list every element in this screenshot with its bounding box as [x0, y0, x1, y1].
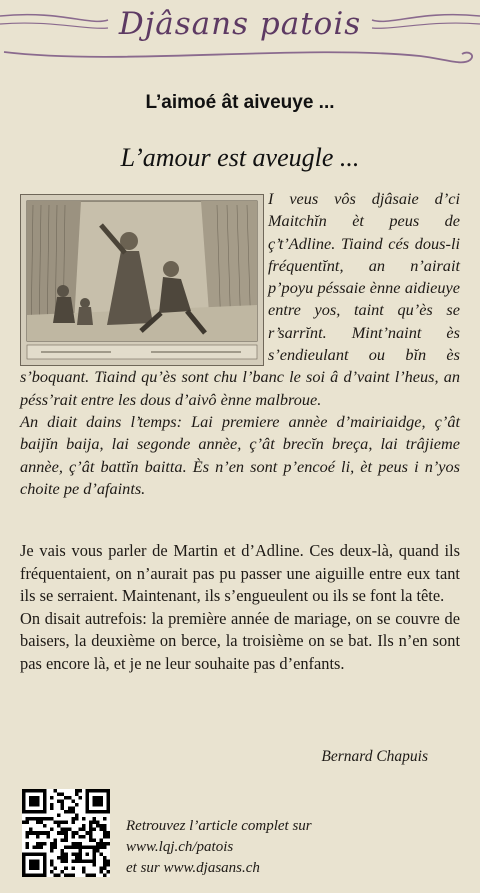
patois-paragraph-2: An diait dains l’temps: Lai premiere annèe d’mairiaidge, ç’ât baijĭn baija, lai segonde annèe, ç’ât brecĭn breça, lai trâjieme annèe, ç’ât battĭn baitta. Ès n’en sont p’encoé li, èt peus i n’yos choite pe d’afaints. — [20, 411, 460, 498]
patois-paragraph-1: I veus vôs djâsaie d’ci Maitchĭn èt peus de ç’t’Adline. Tiaind cés dous-li fréquentĭnt, an n’airait p’poyu péssaie ènne aidieuye entre yos, taint qu’ès se r’sarrĭnt. Mint’naint ès s’endieulant ou bĭn ès s’boquant. Tiaind qu’ès sont chu l’banc le soi â d’vaint l’heus, an péss’rait entre les dous d’aivô ènne malbroue. — [20, 189, 460, 409]
footer-line-1: Retrouvez l’article complet sur — [126, 818, 312, 834]
footer-link-djasans[interactable]: et sur www.djasans.ch — [126, 860, 260, 876]
author-signature: Bernard Chapuis — [321, 748, 428, 765]
footer-links — [126, 816, 312, 879]
patois-text — [20, 188, 460, 500]
french-text — [20, 540, 460, 675]
masthead — [0, 0, 480, 70]
french-headline: L’amour est aveugle ... — [120, 143, 360, 172]
qr-code-icon[interactable] — [22, 789, 110, 877]
illustration-spacer — [20, 188, 268, 366]
french-paragraph-1: Je vais vous parler de Martin et d’Adline. Ces deux-là, quand ils fréquentaient, on n’aurait pas pu passer une aiguille entre eux tant ils se serraient. Maintenant, ils s’engueulent ou ils se font la tête. — [20, 541, 460, 605]
footer-link-patois[interactable]: www.lqj.ch/patois — [126, 839, 234, 855]
french-paragraph-2: On disait autrefois: la première année de mariage, on se couvre de baisers, la deuxième on berce, la troisième on se bat. Ils n’en sont pas encore là, et je ne leur souhaite pas d’enfants. — [20, 608, 460, 673]
brand-title: Djâsans patois — [118, 6, 362, 42]
patois-headline: L’aimoé ât aiveuye ... — [145, 92, 335, 113]
